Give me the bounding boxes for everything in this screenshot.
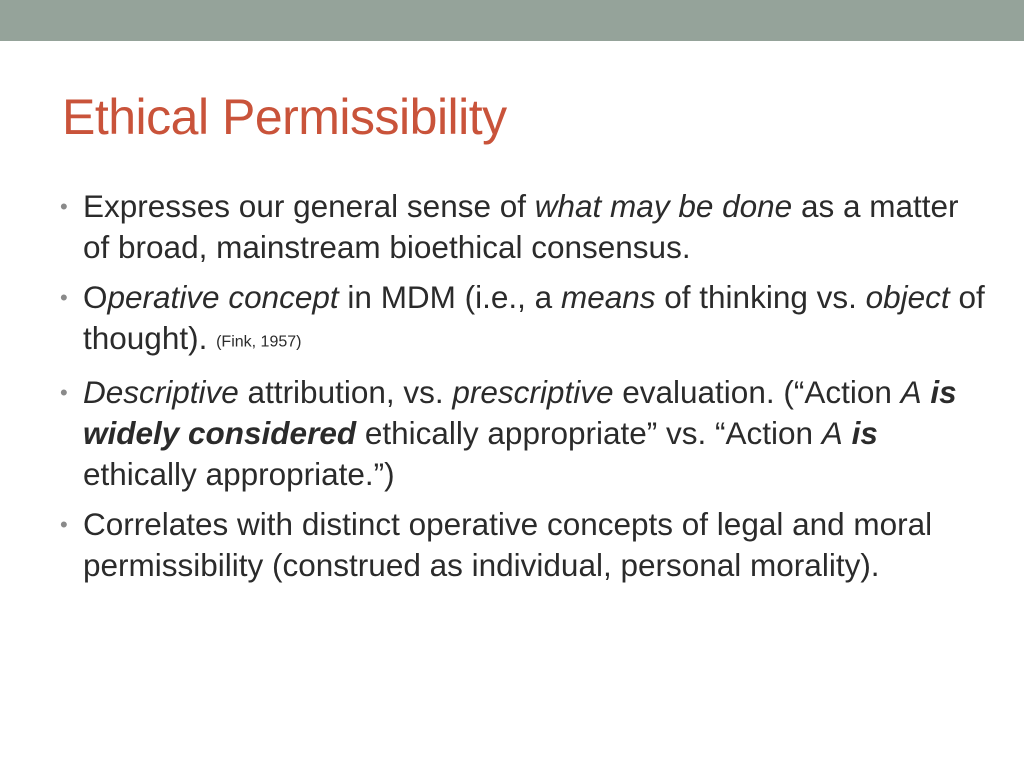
bullet-text-segment xyxy=(843,415,852,451)
bullet-text-segment: means xyxy=(560,279,656,315)
bullet-text-segment: object xyxy=(865,279,950,315)
bullet-text-segment: Correlates with distinct operative concepts of legal and moral permissibility (construed as individual, personal morality). xyxy=(83,505,933,583)
bullet-text-segment: ethically appropriate.”) xyxy=(83,455,395,492)
bullet-text-segment: Expresses our general sense of xyxy=(83,188,535,224)
bullet-marker: • xyxy=(60,379,68,405)
bullet-text-segment: of thought). xyxy=(83,279,985,356)
bullet-list xyxy=(58,186,988,595)
bullet-text-segment: Descriptive xyxy=(83,373,239,410)
bullet-marker: • xyxy=(60,511,68,537)
bullet-text-segment: prescriptive xyxy=(452,373,614,410)
bullet-text-segment: A xyxy=(900,373,922,410)
bullet-item xyxy=(58,277,988,363)
bullet-marker: • xyxy=(60,194,68,219)
bullet-text-segment: is widely considered xyxy=(83,373,957,451)
bullet-text-segment: of thinking vs. xyxy=(655,279,866,315)
bullet-item xyxy=(58,504,988,586)
bullet-text-segment: A xyxy=(821,414,843,451)
bullet-text-segment: as a matter of broad, mainstream bioethical consensus. xyxy=(83,188,959,265)
bullet-text-segment: what may be done xyxy=(534,188,793,224)
bullet-text-segment: (Fink, 1957) xyxy=(216,333,302,351)
bullet-item xyxy=(58,372,988,495)
top-accent-bar xyxy=(0,0,1024,41)
bullet-text-segment: attribution, vs. xyxy=(238,373,453,410)
bullet-marker: • xyxy=(60,285,68,310)
bullet-text-segment: is xyxy=(851,414,878,451)
bullet-text-segment: ethically appropriate” vs. “Action xyxy=(356,414,822,451)
bullet-text-segment: in MDM (i.e., a xyxy=(338,279,561,315)
bullet-text-segment: O xyxy=(83,279,108,315)
slide-title: Ethical Permissibility xyxy=(62,89,507,145)
bullet-text-segment: evaluation. (“Action xyxy=(613,373,901,410)
bullet-text-segment: perative concept xyxy=(107,279,339,315)
bullet-item xyxy=(58,186,988,268)
